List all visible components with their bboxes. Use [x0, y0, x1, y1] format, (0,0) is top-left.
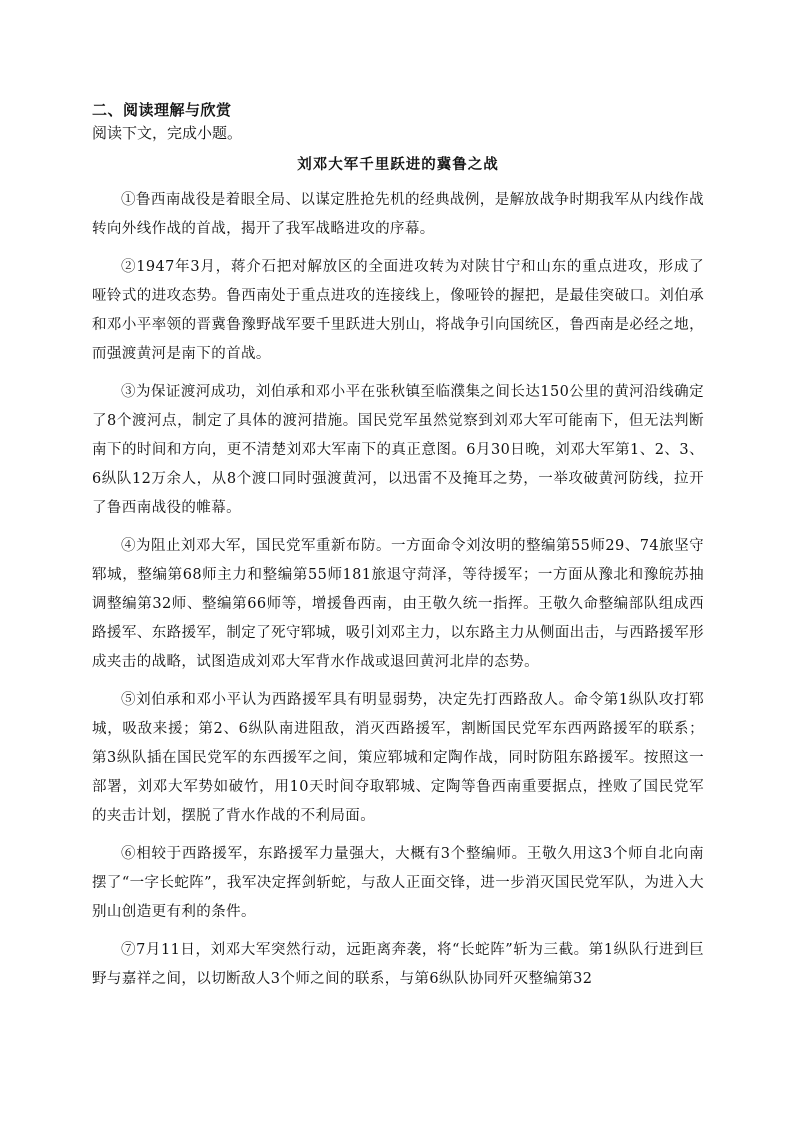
section-heading: 二、阅读理解与欣赏: [92, 101, 232, 119]
paragraph-7: ⑦7月11日，刘邓大军突然行动，远距离奔袭，将“长蛇阵”斩为三截。第1纵队行进到巨野与嘉祥之间，以切断敌人3个师之间的联系，与第6纵队协同歼灭整编第32: [92, 942, 704, 987]
article-title: 刘邓大军千里跃进的冀鲁之战: [297, 156, 499, 173]
paragraph-6: ⑥相较于西路援军，东路援军力量强大，大概有3个整编师。王敬久用这3个师自北向南摆了“一字长蛇阵”，我军决定挥剑斩蛇，与敌人正面交锋，进一步消灭国民党军队，为进入大别山创造更有利的条件。: [92, 846, 704, 920]
reading-instruction: 阅读下文，完成小题。: [92, 124, 243, 142]
paragraph-2: ②1947年3月，蒋介石把对解放区的全面进攻转为对陕甘宁和山东的重点进攻，形成了哑铃式的进攻态势。鲁西南处于重点进攻的连接线上，像哑铃的握把，是最佳突破口。刘伯承和邓小平率领的晋冀鲁豫野战军要千里跃进大别山，将战争引向国统区，鲁西南是必经之地，而强渡黄河是南下的首战。: [92, 259, 704, 362]
paragraph-5: ⑤刘伯承和邓小平认为西路援军具有明显弱势，决定先打西路敌人。命令第1纵队攻打郓城，吸敌来援；第2、6纵队南进阻敌，消灭西路援军，割断国民党军东西两路援军的联系；第3纵队插在国民党军的东西援军之间，策应郓城和定陶作战，同时防阻东路援军。按照这一部署，刘邓大军势如破竹，用10天时间夺取郓城、定陶等鲁西南重要据点，挫败了国民党军的夹击计划，摆脱了背水作战的不利局面。: [92, 692, 704, 824]
paragraph-4: ④为阻止刘邓大军，国民党军重新布防。一方面命令刘汝明的整编第55师29、74旅坚守郓城，整编第68师主力和整编第55师181旅退守菏泽，等待援军；一方面从豫北和豫皖苏抽调整编第32师、整编第66师等，增援鲁西南，由王敬久统一指挥。王敬久命整编部队组成西路援军、东路援军，制定了死守郓城，吸引刘邓主力，以东路主力从侧面出击，与西路援军形成夹击的战略，试图造成刘邓大军背水作战或退回黄河北岸的态势。: [92, 538, 704, 670]
paragraph-3: ③为保证渡河成功，刘伯承和邓小平在张秋镇至临濮集之间长达150公里的黄河沿线确定了8个渡河点，制定了具体的渡河措施。国民党军虽然觉察到刘邓大军可能南下，但无法判断南下的时间和方向，更不清楚刘邓大军南下的真正意图。6月30日晚，刘邓大军第1、2、3、6纵队12万余人，从8个渡口同时强渡黄河，以迅雷不及掩耳之势，一举攻破黄河防线，拉开了鲁西南战役的帷幕。: [92, 384, 704, 516]
article-body: [92, 186, 704, 1003]
paragraph-1: ①鲁西南战役是着眼全局、以谋定胜抢先机的经典战例，是解放战争时期我军从内线作战转向外线作战的首战，揭开了我军战略进攻的序幕。: [92, 192, 704, 237]
